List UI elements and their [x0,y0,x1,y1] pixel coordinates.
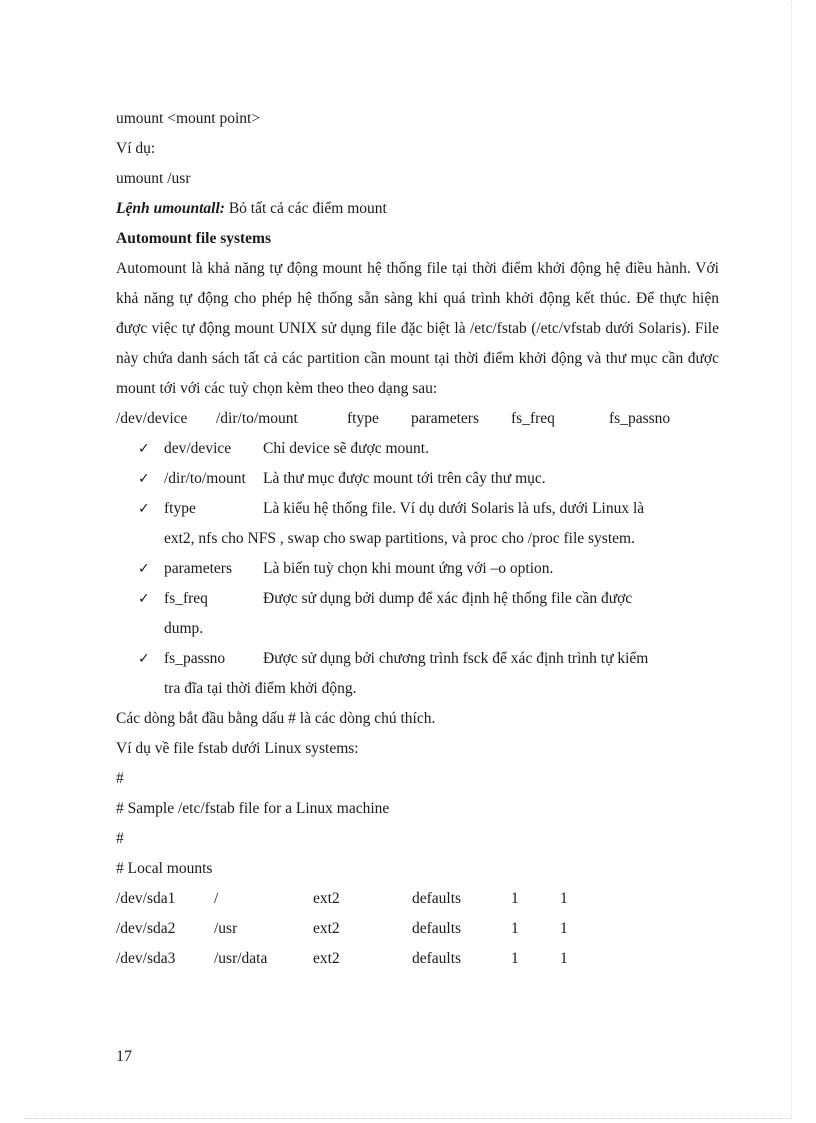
field-desc-text: Là biến tuỳ chọn khi mount ứng với –o option. [263,560,554,577]
checkmark-icon: ✓ [138,591,150,607]
checkmark-icon: ✓ [138,501,150,517]
field-desc-continuation: ext2, nfs cho NFS , swap cho swap partitions, và proc cho /proc file system. [164,530,635,547]
checkmark-icon: ✓ [138,471,150,487]
fstab-cell: 1 [511,950,519,967]
field-desc-continuation: dump. [164,620,204,637]
checkmark-icon: ✓ [138,651,150,667]
fstab-format-line [116,404,719,434]
field-term: fs_passno [164,650,226,667]
page-edge-rule [791,0,792,1118]
comment-note: Các dòng bắt đầu bằng dấu # là các dòng chú thích. [116,710,436,727]
field-desc [263,554,719,584]
field-desc [263,464,719,494]
umountall-term: Lệnh umountall: [116,200,225,217]
page-bottom-rule [24,1118,792,1119]
field-term: /dir/to/mount [164,470,246,487]
fstab-comment: # [116,830,124,847]
fstab-row [116,884,719,914]
fstab-comment: # Local mounts [116,860,213,877]
format-col: /dev/device [116,410,188,427]
field-term: fs_freq [164,590,208,607]
field-item [116,434,719,464]
field-desc [263,434,719,464]
checkmark-icon: ✓ [138,561,150,577]
umountall-line [116,194,719,224]
field-desc-continuation: tra đĩa tại thời điểm khởi động. [164,680,357,697]
fstab-cell: 1 [511,890,519,907]
field-item [116,494,719,554]
automount-paragraph: Automount là khả năng tự động mount hệ thống file tại thời điểm khởi động hệ điều hành. Với khả năng tự động cho phép hệ thống sẵn sàng khi quá trình khởi động kết thúc. Để thực hiện được việc tự động mount UNIX sử dụng file đặc biệt là /etc/fstab (/etc/vfstab dưới Solaris). File này chứa danh sách tất cả các partition cần mount tại thời điểm khởi động và thư mục cần được mount tới với các tuỳ chọn kèm theo theo dạng sau: [116,260,719,397]
fstab-cell: ext2 [313,890,340,907]
field-desc-text: Được sử dụng bởi chương trình fsck để xác định trình tự kiểm [263,650,649,667]
fstab-comment: # [116,770,124,787]
fstab-cell: 1 [560,890,568,907]
umount-example: umount /usr [116,170,191,187]
format-col: fs_freq [511,410,555,427]
checkmark-icon: ✓ [138,441,150,457]
page-number: 17 [116,1048,132,1065]
fstab-row [116,944,719,974]
example-label: Ví dụ: [116,140,156,157]
field-desc-text: Là thư mục được mount tới trên cây thư mục. [263,470,546,487]
field-item [116,464,719,494]
page-content [116,104,719,974]
fstab-cell: ext2 [313,920,340,937]
field-item [116,584,719,644]
field-item [116,554,719,584]
fstab-cell: defaults [412,890,462,907]
field-term: dev/device [164,440,232,457]
field-term: ftype [164,500,196,517]
fstab-row [116,914,719,944]
field-desc-text: Được sử dụng bởi dump để xác định hệ thống file cần được [263,590,633,607]
field-desc-text: Chỉ device sẽ được mount. [263,440,429,457]
field-item [116,644,719,704]
automount-heading: Automount file systems [116,230,271,247]
fstab-cell: 1 [511,920,519,937]
field-desc-text: Là kiểu hệ thống file. Ví dụ dưới Solaris là ufs, dưới Linux là [263,500,645,517]
fstab-comment: # Sample /etc/fstab file for a Linux machine [116,800,390,817]
fstab-cell: /usr [214,920,238,937]
fstab-cell: defaults [412,950,462,967]
umountall-desc: Bỏ tất cả các điểm mount [224,200,387,217]
format-col: /dir/to/mount [216,410,298,427]
field-list [116,434,719,704]
example-intro: Ví dụ về file fstab dưới Linux systems: [116,740,359,757]
format-col: parameters [411,410,479,427]
fstab-cell: /usr/data [214,950,268,967]
field-term: parameters [164,560,232,577]
fstab-cell: /dev/sda2 [116,920,176,937]
fstab-cell: ext2 [313,950,340,967]
fstab-cell: /dev/sda3 [116,950,176,967]
fstab-cell: /dev/sda1 [116,890,176,907]
fstab-cell: defaults [412,920,462,937]
fstab-cell: 1 [560,950,568,967]
fstab-cell: 1 [560,920,568,937]
umount-syntax: umount <mount point> [116,110,261,127]
format-col: ftype [347,410,379,427]
format-col: fs_passno [609,410,671,427]
fstab-cell: / [214,890,219,907]
